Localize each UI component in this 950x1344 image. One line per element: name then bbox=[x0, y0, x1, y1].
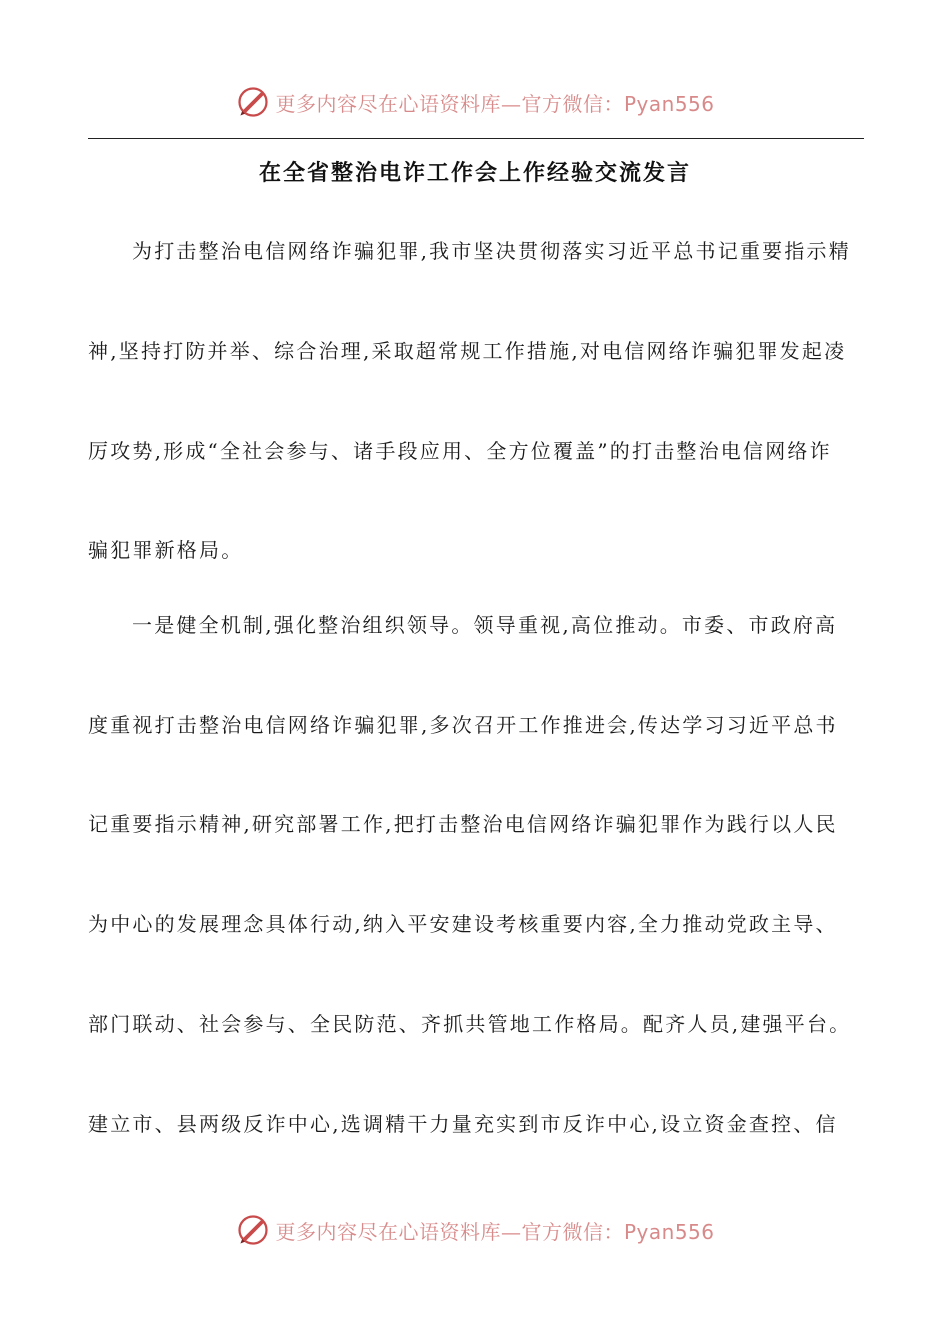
body-line: 骗犯罪新格局。 bbox=[88, 538, 244, 562]
body-line: 为中心的发展理念具体行动,纳入平安建设考核重要内容,全力推动党政主导、 bbox=[88, 912, 838, 936]
document-title: 在全省整治电诈工作会上作经验交流发言 bbox=[258, 161, 691, 186]
body-line: 建立市、县两级反诈中心,选调精干力量充实到市反诈中心,设立资金查控、信 bbox=[88, 1112, 838, 1136]
body-line: 一是健全机制,强化整治组织领导。领导重视,高位推动。市委、市政府高 bbox=[132, 613, 838, 637]
body-line: 度重视打击整治电信网络诈骗犯罪,多次召开工作推进会,传达学习习近平总书 bbox=[88, 713, 838, 737]
pen-logo-icon bbox=[235, 1212, 271, 1248]
header-divider bbox=[88, 138, 864, 139]
body-line: 部门联动、社会参与、全民防范、齐抓共管地工作格局。配齐人员,建强平台。 bbox=[88, 1012, 852, 1036]
body-line: 为打击整治电信网络诈骗犯罪,我市坚决贯彻落实习近平总书记重要指示精 bbox=[132, 239, 851, 263]
wechat-id: Pyan556 bbox=[623, 1219, 715, 1244]
footer-banner bbox=[0, 1210, 950, 1250]
pen-logo-icon bbox=[235, 84, 271, 120]
banner-text: 更多内容尽在心语资料库—官方微信：Pyan556 bbox=[275, 91, 715, 116]
body-line: 记重要指示精神,研究部署工作,把打击整治电信网络诈骗犯罪作为践行以人民 bbox=[88, 812, 838, 836]
body-line: 神,坚持打防并举、综合治理,采取超常规工作措施,对电信网络诈骗犯罪发起凌 bbox=[88, 339, 847, 363]
header-banner bbox=[0, 82, 950, 122]
body-line: 厉攻势,形成“全社会参与、诸手段应用、全方位覆盖”的打击整治电信网络诈 bbox=[88, 439, 832, 463]
wechat-id: Pyan556 bbox=[623, 91, 715, 116]
banner-text: 更多内容尽在心语资料库—官方微信：Pyan556 bbox=[275, 1219, 715, 1244]
